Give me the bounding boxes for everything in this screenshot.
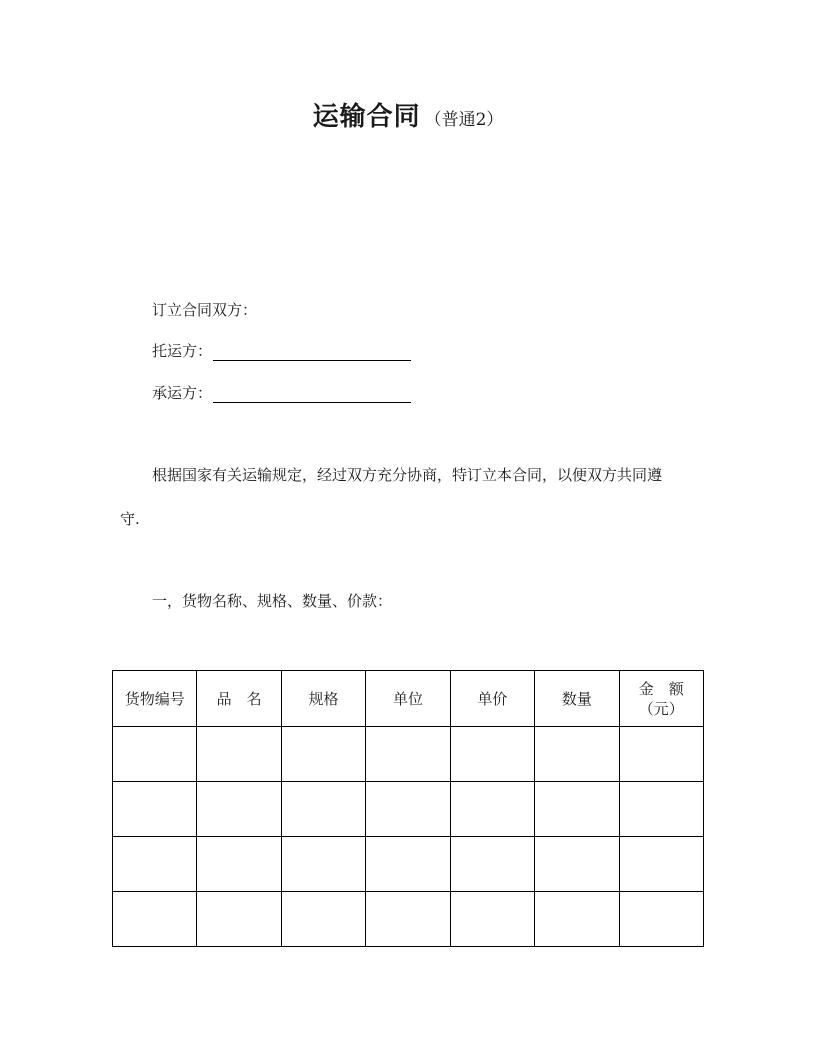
shipper-line: [152, 340, 411, 361]
table-row: [113, 892, 704, 947]
table-cell[interactable]: [281, 837, 365, 892]
page-title: [0, 96, 816, 133]
header-amount: [619, 671, 703, 727]
table-cell[interactable]: [535, 727, 619, 782]
table-cell[interactable]: [281, 892, 365, 947]
table-cell[interactable]: [366, 727, 450, 782]
header-quantity: 数量: [535, 671, 619, 727]
shipper-blank-field[interactable]: [213, 343, 411, 361]
table-cell[interactable]: [197, 892, 281, 947]
header-unit: 单位: [366, 671, 450, 727]
table-row: [113, 782, 704, 837]
table-cell[interactable]: [113, 727, 197, 782]
title-subtitle: （普通2）: [424, 110, 504, 130]
parties-heading: 订立合同双方：: [152, 301, 258, 319]
header-specification: 规格: [281, 671, 365, 727]
table-cell[interactable]: [197, 727, 281, 782]
header-unit-price: 单价: [450, 671, 534, 727]
carrier-blank-field[interactable]: [213, 385, 411, 403]
table-cell[interactable]: [619, 727, 703, 782]
table-cell[interactable]: [535, 782, 619, 837]
goods-table: [112, 670, 704, 947]
table-cell[interactable]: [450, 727, 534, 782]
table-cell[interactable]: [366, 782, 450, 837]
preamble-line-1: 根据国家有关运输规定，经过双方充分协商，特订立本合同，以便双方共同遵: [152, 466, 663, 484]
table-cell[interactable]: [113, 837, 197, 892]
table-cell[interactable]: [535, 837, 619, 892]
table-cell[interactable]: [281, 727, 365, 782]
table-cell[interactable]: [450, 892, 534, 947]
table-cell[interactable]: [619, 892, 703, 947]
table-cell[interactable]: [197, 782, 281, 837]
header-goods-number: 货物编号: [113, 671, 197, 727]
preamble-line-2: 守.: [120, 510, 140, 528]
header-amount-line2: （元）: [638, 699, 684, 718]
goods-table-header-row: [113, 671, 704, 727]
table-cell[interactable]: [619, 782, 703, 837]
carrier-line: [152, 382, 411, 403]
table-cell[interactable]: [366, 837, 450, 892]
table-cell[interactable]: [366, 892, 450, 947]
table-cell[interactable]: [113, 782, 197, 837]
table-row: [113, 837, 704, 892]
title-main: 运输合同: [312, 102, 421, 132]
table-cell[interactable]: [450, 782, 534, 837]
table-cell[interactable]: [619, 837, 703, 892]
header-amount-line1: 金 额: [638, 679, 684, 698]
table-cell[interactable]: [535, 892, 619, 947]
section1-heading: 一，货物名称、规格、数量、价款：: [152, 592, 393, 610]
table-cell[interactable]: [281, 782, 365, 837]
table-cell[interactable]: [450, 837, 534, 892]
shipper-label: 托运方：: [152, 342, 213, 360]
table-cell[interactable]: [197, 837, 281, 892]
carrier-label: 承运方：: [152, 384, 213, 402]
table-cell[interactable]: [113, 892, 197, 947]
table-row: [113, 727, 704, 782]
header-product-name: 品 名: [197, 671, 281, 727]
